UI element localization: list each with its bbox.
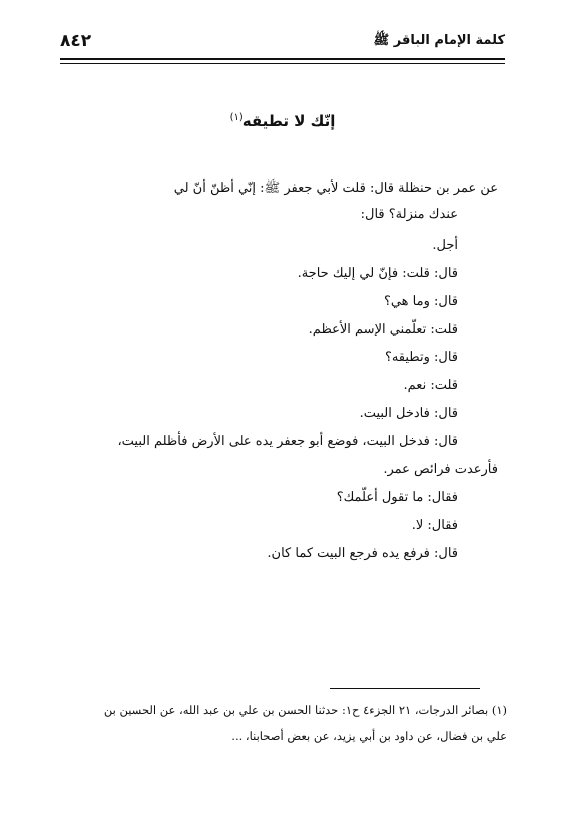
footnote-divider xyxy=(330,688,480,689)
dialog xyxy=(58,232,498,568)
dialog-line: قلت: نعم. xyxy=(403,378,458,393)
footnote xyxy=(52,697,507,749)
header-rule-thick xyxy=(60,58,505,60)
dialog-line: قال: قلت: فإنّ لي إليك حاجة. xyxy=(297,266,458,281)
body-text xyxy=(58,176,498,568)
dialog-line: فقال: لا. xyxy=(411,518,458,533)
footnote-line: (١) بصائر الدرجات، ٢١ الجزء٤ ح١: حدثنا الحسن بن علي بن عبد الله، عن الحسين بن xyxy=(103,703,507,717)
section-title-text: إنّك لا تطيقه xyxy=(242,112,336,130)
dialog-line: قال: وما هي؟ xyxy=(383,294,458,309)
running-title: كلمة الإمام الباقر ﷺ xyxy=(373,32,505,48)
dialog-line: فقال: ما تقول أعلّمك؟ xyxy=(336,490,458,505)
header-rule-thin xyxy=(60,63,505,64)
dialog-line: أجل. xyxy=(432,238,458,253)
dialog-line: قال: فدخل البيت، فوضع أبو جعفر يده على الأرض فأظلم البيت، xyxy=(117,434,458,449)
page-header xyxy=(60,30,505,52)
dialog-line: قال: فادخل البيت. xyxy=(359,406,458,421)
dialog-line: قال: فرفع يده فرجع البيت كما كان. xyxy=(267,546,458,561)
dialog-line: قلت: تعلّمني الإسم الأعظم. xyxy=(308,322,458,337)
dialog-line: فأرعدت فرائص عمر. xyxy=(383,462,498,477)
footnote-line: علي بن فضال، عن داود بن أبي يزيد، عن بعض أصحابنا، ... xyxy=(231,729,507,743)
footnote-reference: (١) xyxy=(229,112,243,123)
intro-line: عن عمر بن حنظلة قال: قلت لأبي جعفر ﷺ: إنّي أظنّ أنّ لي xyxy=(173,181,498,196)
section-title xyxy=(0,112,565,130)
intro-line: عندك منزلة؟ قال: xyxy=(360,207,458,222)
dialog-line: قال: وتطيقه؟ xyxy=(384,350,458,365)
page-number: ٨٤٢ xyxy=(60,31,92,51)
